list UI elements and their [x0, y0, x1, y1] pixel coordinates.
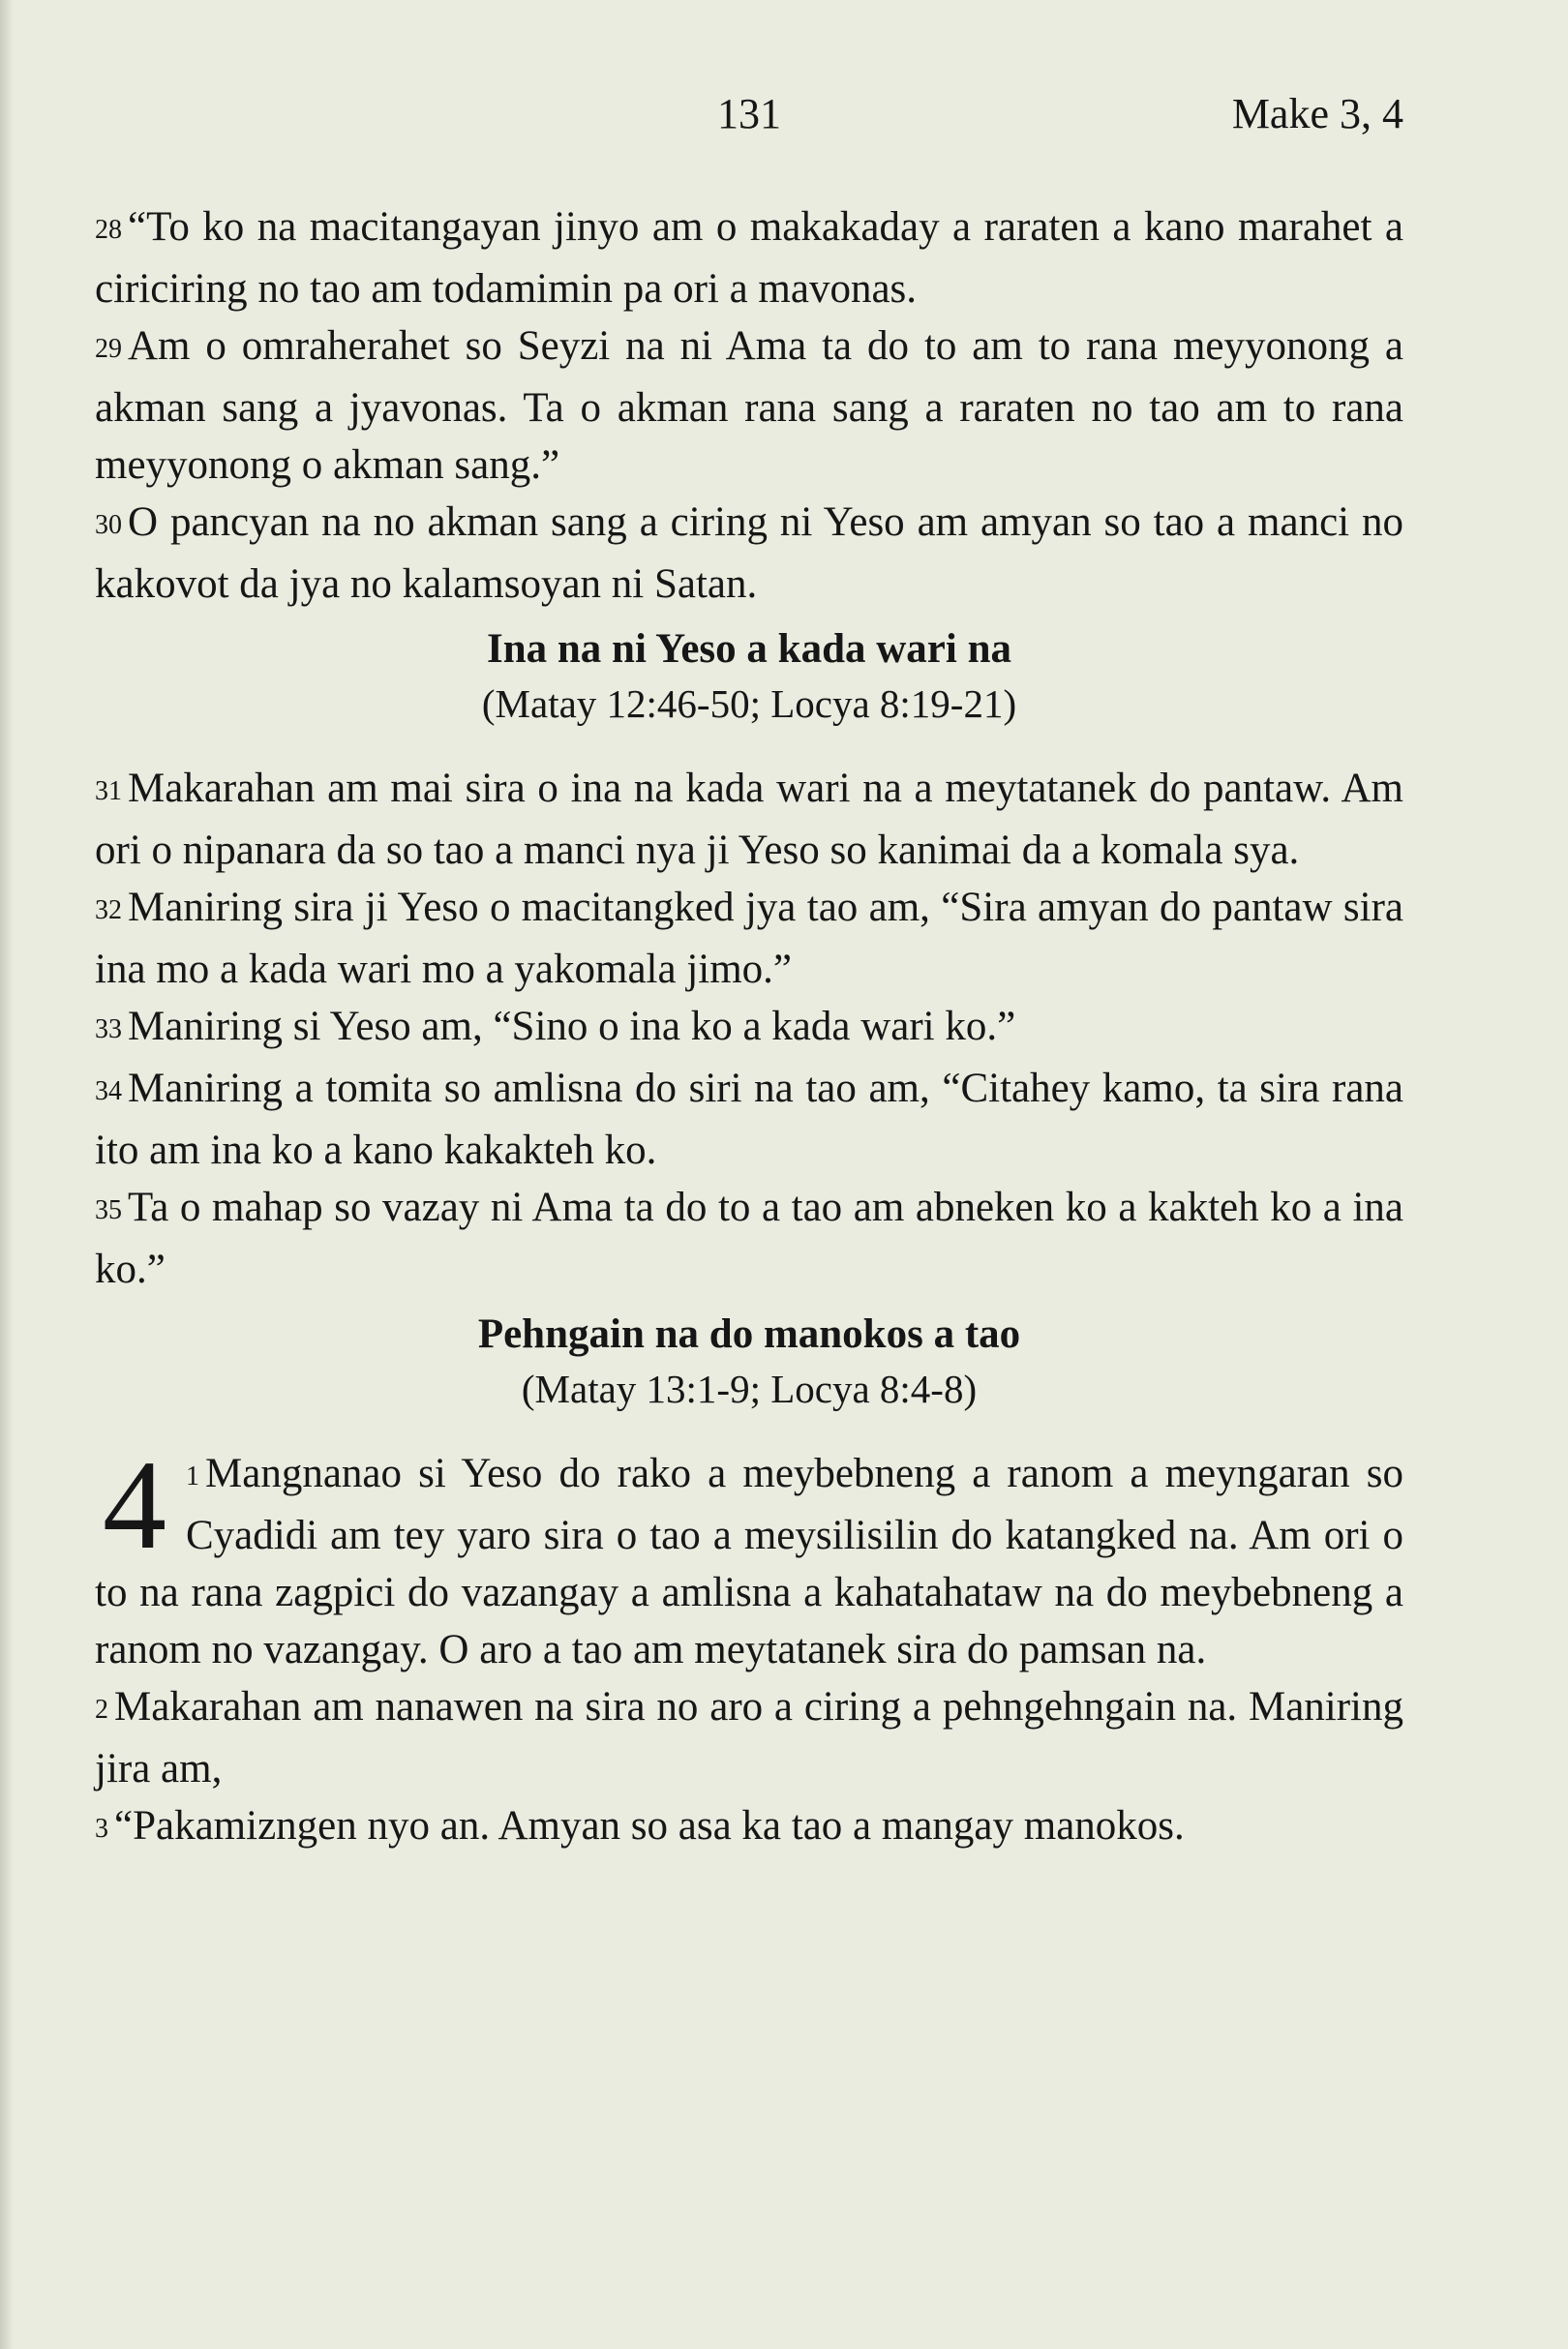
verse-text: Maniring a tomita so amlisna do siri na tao am, “Citahey kamo, ta sira rana ito am ina ko a kano kakakteh ko.: [95, 1066, 1403, 1173]
verse-28: [95, 198, 1403, 317]
page-content: [95, 198, 1403, 1859]
chapter-number: 4: [103, 1433, 166, 1576]
chapter-start: [95, 1433, 1403, 1678]
verse-29: [95, 317, 1403, 494]
page-header: [95, 89, 1403, 147]
verse-text: “Pakamizngen nyo an. Amyan so asa ka tao a mangay manokos.: [114, 1803, 1185, 1849]
verse-number: 34: [95, 1076, 122, 1106]
verse-32: [95, 879, 1403, 998]
verse-30: [95, 494, 1403, 613]
verse-text: “To ko na macitangayan jinyo am o makakaday a raraten a kano marahet a ciriciring no tao am todamimin pa ori a mavonas.: [95, 204, 1403, 312]
section-title: Ina na ni Yeso a kada wari na: [486, 626, 1011, 672]
verse-34: [95, 1060, 1403, 1179]
verse-number: 32: [95, 895, 122, 925]
page-number: 131: [717, 90, 781, 137]
verse-text: Ta o mahap so vazay ni Ama ta do to a tao am abneken ko a kakteh ko a ina ko.”: [95, 1185, 1403, 1292]
verse-35: [95, 1179, 1403, 1298]
verse-number: 3: [95, 1814, 108, 1844]
verse-number: 1: [186, 1461, 199, 1491]
verse-text: Maniring si Yeso am, “Sino o ina ko a kada wari ko.”: [128, 1004, 1016, 1049]
verse-number: 29: [95, 334, 122, 364]
verse-number: 2: [95, 1695, 108, 1725]
verse-number: 33: [95, 1014, 122, 1044]
verse-text: Am o omraherahet so Seyzi na ni Ama ta do to am to rana meyyonong a akman sang a jyavonas. Ta o akman rana sang a raraten no tao am to rana meyyonong o akman sang.”: [95, 323, 1403, 488]
verse-number: 28: [95, 215, 122, 245]
verse-3: [95, 1797, 1403, 1859]
verse-text: Mangnanao si Yeso do rako a meybebneng a ranom a meyngaran so Cyadidi am tey yaro sira o tao a meysilisilin do katangked na. Am ori o to na rana zagpici do vazangay a amlisna a kahatahataw na do meybebneng a ranom no vazangay. O aro a tao am meytatanek sira do pamsan na.: [95, 1451, 1403, 1672]
section-reference: (Matay 13:1-9; Locya 8:4-8): [521, 1367, 978, 1411]
verse-text: Maniring sira ji Yeso o macitangked jya tao am, “Sira amyan do pantaw sira ina mo a kada wari mo a yakomala jimo.”: [95, 885, 1403, 992]
verse-number: 30: [95, 510, 122, 540]
verse-number: 31: [95, 776, 122, 806]
running-head: Make 3, 4: [1231, 90, 1403, 137]
verse-2: [95, 1678, 1403, 1797]
verse-text: O pancyan na no akman sang a ciring ni Yeso am amyan so tao a manci no kakovot da jya no kalamsoyan ni Satan.: [95, 499, 1403, 607]
verse-number: 35: [95, 1195, 122, 1225]
section-title: Pehngain na do manokos a tao: [477, 1311, 1021, 1357]
verse-31: [95, 760, 1403, 879]
page-edge: [0, 0, 14, 2349]
verse-text: Makarahan am nanawen na sira no aro a ciring a pehngehngain na. Maniring jira am,: [95, 1684, 1403, 1792]
verse-text: Makarahan am mai sira o ina na kada wari na a meytatanek do pantaw. Am ori o nipanara da so tao a manci nya ji Yeso so kanimai da a komala sya.: [95, 766, 1403, 873]
section-reference: (Matay 12:46-50; Locya 8:19-21): [481, 681, 1017, 726]
verse-33: [95, 998, 1403, 1060]
